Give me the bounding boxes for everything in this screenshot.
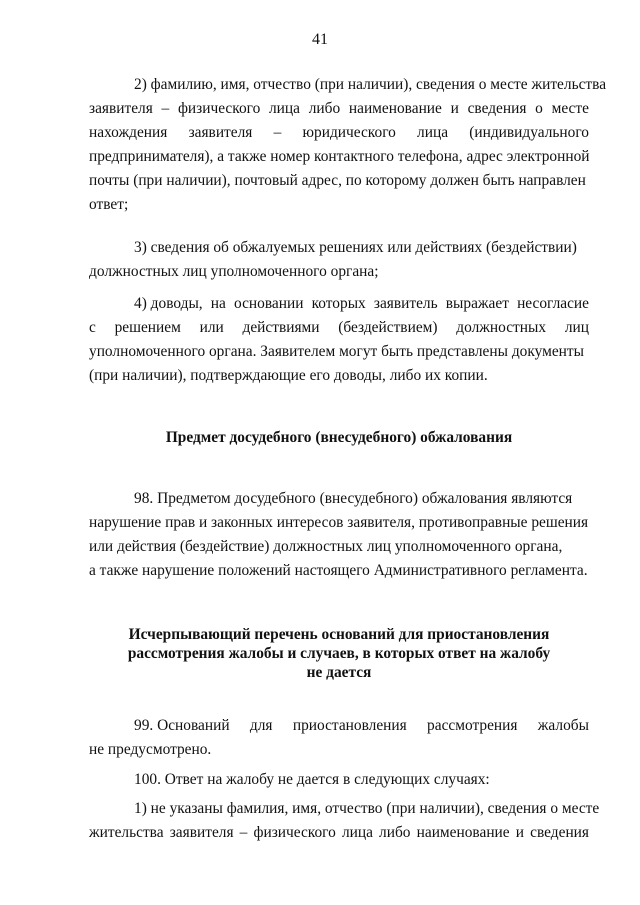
word: лица <box>269 100 300 117</box>
word: – <box>273 124 282 141</box>
text-line: 1) не указаны фамилия, имя, отчество (при наличии), сведения о месте <box>134 800 600 817</box>
word: жалобы <box>537 717 589 734</box>
text-line: уполномоченного органа. Заявителем могут быть представлены документы <box>89 343 584 360</box>
word: либо <box>379 824 411 841</box>
text-line: ответ; <box>89 196 129 213</box>
text-line: почты (при наличии), почтовый адрес, по которому должен быть направлен <box>89 172 586 189</box>
word: которых <box>311 295 366 312</box>
word: рассмотрения <box>427 717 518 734</box>
word: лиц <box>564 319 589 336</box>
word: месте <box>551 100 589 117</box>
word: сведения <box>530 824 589 841</box>
word: заявителя <box>89 100 153 117</box>
word: (индивидуального <box>469 124 589 141</box>
word: нахождения <box>89 124 168 141</box>
paragraph-arguments <box>89 292 589 388</box>
text-line: должностных лиц уполномоченного органа; <box>89 263 379 280</box>
word: выражает <box>445 295 509 312</box>
word: решением <box>114 319 181 336</box>
text-line: 98. Предметом досудебного (внесудебного) обжалования являются <box>134 490 573 507</box>
word: наименование <box>348 100 442 117</box>
word: с <box>89 319 96 336</box>
text-line: 100. Ответ на жалобу не дается в следующих случаях: <box>134 771 490 788</box>
word: несогласие <box>517 295 589 312</box>
word: основании <box>234 295 304 312</box>
word: действиями <box>242 319 320 336</box>
paragraph-98 <box>89 487 589 583</box>
text-line <box>89 714 589 738</box>
word: лица <box>417 124 449 141</box>
paragraph-applicant-details <box>89 73 607 217</box>
page-number: 41 <box>312 31 328 48</box>
paragraph-100 <box>89 768 589 792</box>
text-line: не предусмотрено. <box>89 741 212 758</box>
text-line: (при наличии), подтверждающие его доводы, либо их копии. <box>89 367 488 384</box>
paragraph-case-1 <box>89 797 600 845</box>
word: жительства <box>89 824 164 841</box>
word: – <box>239 824 248 841</box>
word: и <box>515 824 525 841</box>
text-line: предпринимателя), а также номер контактного телефона, адрес электронной <box>89 148 590 165</box>
text-line: или действия (бездействие) должностных лиц уполномоченного органа, <box>89 538 563 555</box>
word: юридического <box>302 124 396 141</box>
text-line <box>89 821 589 845</box>
word: либо <box>308 100 341 117</box>
text-line <box>89 97 589 121</box>
word: лица <box>341 824 373 841</box>
word: заявителя <box>169 824 234 841</box>
section-heading: Предмет досудебного (внесудебного) обжалования <box>165 429 513 446</box>
word: наименование <box>416 824 510 841</box>
text-line <box>89 121 589 145</box>
word: сведения <box>467 100 527 117</box>
text-line: 3) сведения об обжалуемых решениях или действиях (бездействии) <box>134 239 577 256</box>
text-line: 2) фамилию, имя, отчество (при наличии), сведения о месте жительства <box>134 76 607 93</box>
word: физического <box>253 824 336 841</box>
word: или <box>199 319 224 336</box>
text-line: а также нарушение положений настоящего Административного регламента. <box>89 562 588 579</box>
text-line <box>89 292 589 316</box>
word: 99. Оснований <box>134 717 230 734</box>
section-heading: Исчерпывающий перечень оснований для приостановления рассмотрения жалобы и случаев, в которых ответ на жалобу не дается <box>127 626 551 681</box>
text-line <box>89 316 589 340</box>
word: заявителя <box>188 124 253 141</box>
word: – <box>161 100 170 117</box>
word: 4) доводы, <box>134 295 203 312</box>
word: о <box>535 100 543 117</box>
paragraph-appealed-decisions <box>89 236 589 284</box>
paragraph-99 <box>89 714 589 762</box>
word: приостановления <box>292 717 407 734</box>
word: на <box>210 295 226 312</box>
word: и <box>450 100 459 117</box>
word: должностных <box>456 319 547 336</box>
word: заявитель <box>373 295 438 312</box>
word: (бездействием) <box>338 319 438 336</box>
word: для <box>249 717 273 734</box>
word: физического <box>177 100 261 117</box>
text-line: нарушение прав и законных интересов заявителя, противоправные решения <box>89 514 589 531</box>
